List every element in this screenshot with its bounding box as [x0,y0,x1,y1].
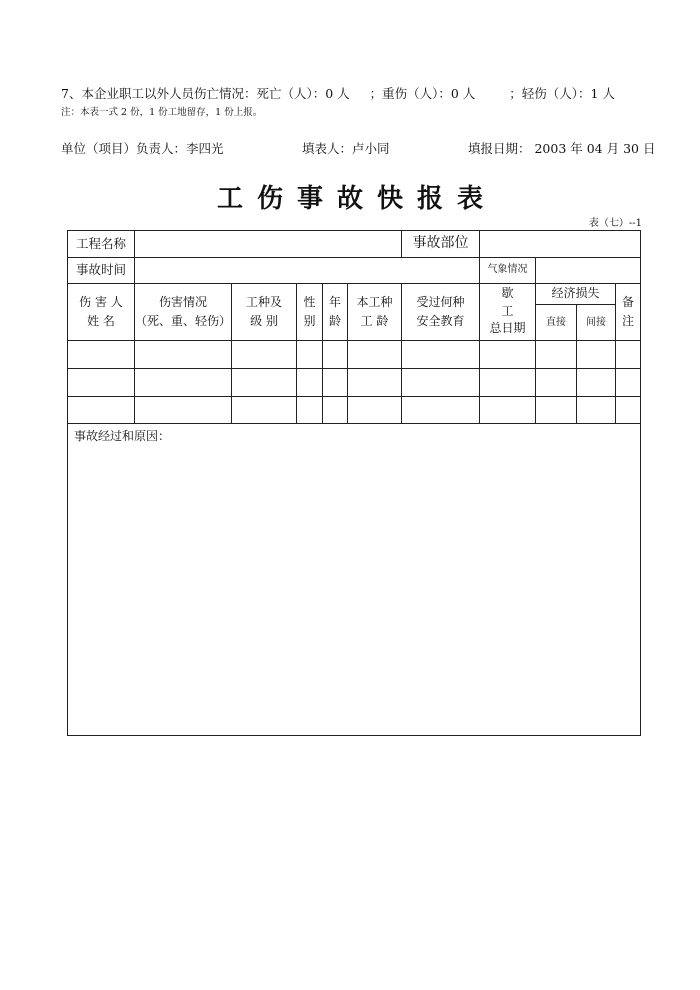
table-cell[interactable] [616,397,639,423]
table-cell[interactable] [616,341,639,367]
col-loss-indirect: 间接 [586,316,606,328]
table-cell[interactable] [348,341,401,367]
table-cell[interactable] [480,341,535,367]
table-cell[interactable] [536,397,576,423]
col-loss-direct: 直接 [546,316,566,328]
table-cell[interactable] [348,397,401,423]
col-trade-years-line2: 工 龄 [360,313,389,328]
project-name-field[interactable] [135,231,401,257]
col-trade-line2: 级 别 [250,313,278,328]
col-sex-line1: 性 [303,294,316,309]
table-cell[interactable] [536,341,576,367]
table-cell[interactable] [68,341,134,367]
col-days-off-line1: 歇 [501,286,514,301]
table-cell[interactable] [323,397,347,423]
table-cell[interactable] [68,397,134,423]
page-title: 工伤事故快报表 [216,184,497,214]
form-filler: 填表人：卢小同 [302,141,390,156]
col-economic-loss: 经济损失 [551,286,600,301]
table-cell[interactable] [402,397,479,423]
table-cell[interactable] [232,341,296,367]
table-cell[interactable] [402,369,479,395]
col-trade [232,283,296,340]
col-remark [616,283,640,340]
col-sex [297,283,322,340]
accident-process-label: 事故经过和原因： [74,429,171,443]
col-remark-line2: 注 [621,313,634,328]
accident-time-label: 事故时间 [75,262,126,278]
col-sex-line2: 别 [303,313,316,328]
casualty-deaths: 7、本企业职工以外人员伤亡情况：死亡（人）：0 人 [61,86,350,101]
col-days-off [480,283,535,340]
table-cell[interactable] [577,397,615,423]
unit-lead: 单位（项目）负责人：李四光 [61,141,224,156]
table-cell[interactable] [536,369,576,395]
weather-label: 气象情况 [487,264,528,276]
accident-process-field[interactable] [68,445,640,735]
table-cell[interactable] [577,341,615,367]
table-cell[interactable] [297,369,322,395]
copies-note: 注：本表一式 2 份，1 份工地留存，1 份上报。 [61,107,263,118]
col-injured-name [68,283,134,340]
col-trade-years [348,283,401,340]
col-age-line1: 年 [328,294,341,309]
col-injured-name-line1: 伤 害 人 [79,294,123,309]
table-cell[interactable] [297,341,322,367]
table-cell[interactable] [323,341,347,367]
weather-field[interactable] [536,257,640,283]
table-cell[interactable] [232,369,296,395]
table-cell[interactable] [135,397,231,423]
col-safety-training [402,283,479,340]
col-injury-line2: （死、重、轻伤） [135,313,232,328]
col-safety-training-line2: 安全教育 [416,313,465,328]
report-date: 填报日期： 2003 年 04 月 30 日 [468,141,656,156]
col-age [323,283,347,340]
table-cell[interactable] [480,397,535,423]
accident-time-field[interactable] [135,257,479,283]
col-trade-years-line1: 本工种 [356,294,393,309]
table-number: 表（七）--1 [588,218,642,229]
col-trade-line1: 工种及 [245,294,282,309]
table-cell[interactable] [323,369,347,395]
casualty-serious: ；重伤（人）：0 人 [369,86,476,101]
table-cell[interactable] [135,369,231,395]
table-cell[interactable] [348,369,401,395]
col-age-line2: 龄 [328,313,341,328]
table-cell[interactable] [135,341,231,367]
table-cell[interactable] [402,341,479,367]
table-cell[interactable] [577,369,615,395]
col-safety-training-line1: 受过何种 [416,294,465,309]
table-cell[interactable] [68,369,134,395]
col-remark-line1: 备 [621,294,634,309]
col-injury [135,283,231,340]
accident-location-field[interactable] [480,231,640,257]
casualty-minor: ；轻伤（人）：1 人 [509,86,615,101]
table-cell[interactable] [232,397,296,423]
col-days-off-line3: 总日期 [489,321,526,336]
table-cell[interactable] [480,369,535,395]
col-injury-line1: 伤害情况 [158,294,207,309]
casualty-summary-line [61,84,615,102]
table-cell[interactable] [297,397,322,423]
col-injured-name-line2: 姓 名 [87,313,115,328]
table-cell[interactable] [616,369,639,395]
col-days-off-line2: 工 [501,303,514,318]
project-name-label: 工程名称 [75,236,126,252]
accident-report-table [67,230,641,736]
accident-location-label: 事故部位 [412,235,469,252]
